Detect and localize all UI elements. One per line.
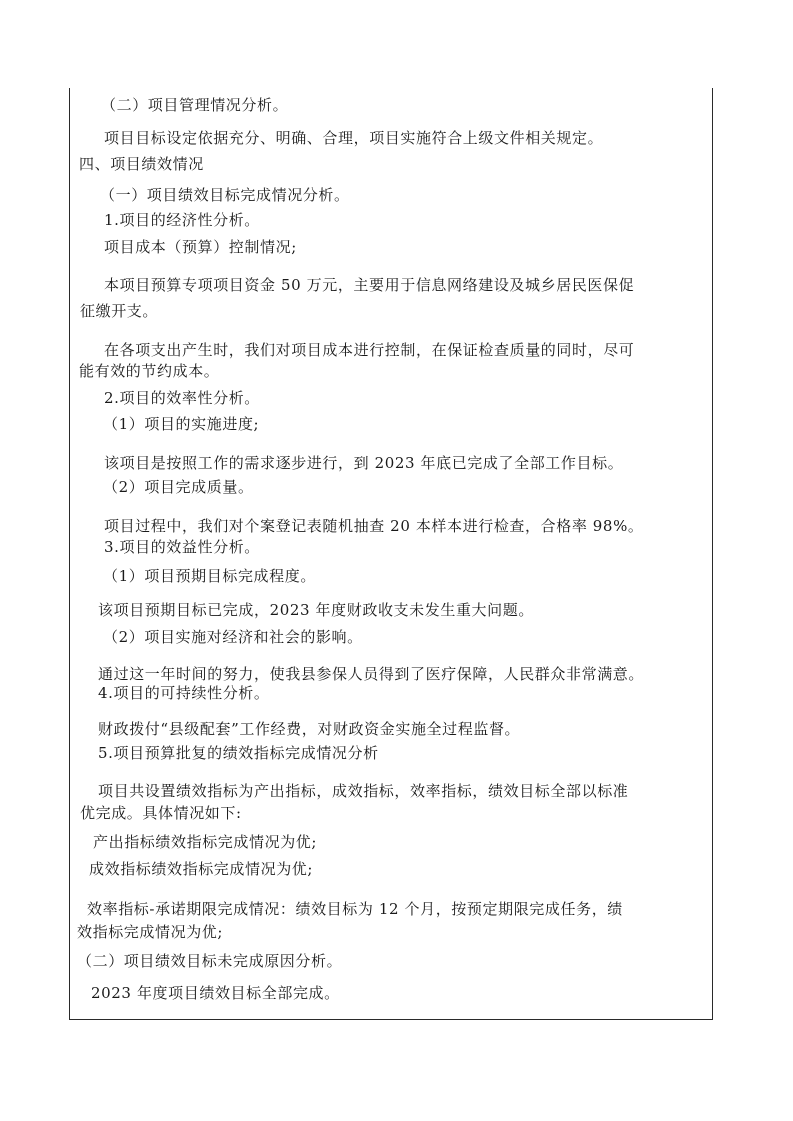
paragraph-line: 通过这一年时间的努力，使我县参保人员得到了医疗保障，人民群众非常满意。 bbox=[98, 665, 645, 683]
section-heading-performance: 四、项目绩效情况 bbox=[79, 155, 204, 173]
sub-item-heading: （2）项目完成质量。 bbox=[103, 478, 254, 496]
sub-item-heading: （1）项目的实施进度; bbox=[103, 415, 260, 433]
paragraph-line: 项目共设置绩效指标为产出指标，成效指标，效率指标，绩效目标全部以标准 bbox=[98, 782, 629, 800]
item-heading-sustainability: 4.项目的可持续性分析。 bbox=[98, 684, 270, 702]
paragraph-line: 本项目预算专项项目资金 50 万元，主要用于信息网络建设及城乡居民医保促 bbox=[104, 276, 635, 294]
item-heading-benefit: 3.项目的效益性分析。 bbox=[104, 538, 260, 556]
paragraph-line: 财政拨付“县级配套”工作经费，对财政资金实施全过程监督。 bbox=[98, 720, 521, 738]
paragraph-line: 成效指标绩效指标完成情况为优; bbox=[89, 860, 314, 878]
item-heading-efficiency: 2.项目的效率性分析。 bbox=[104, 389, 260, 407]
item-heading-economy: 1.项目的经济性分析。 bbox=[104, 211, 260, 229]
paragraph-line: 效率指标-承诺期限完成情况：绩效目标为 12 个月，按预定期限完成任务，绩 bbox=[87, 900, 623, 918]
paragraph-line: 产出指标绩效指标完成情况为优; bbox=[93, 833, 318, 851]
paragraph-line: 效指标完成情况为优; bbox=[77, 923, 224, 941]
paragraph-line: 优完成。具体情况如下: bbox=[80, 804, 242, 822]
subsection-heading: （二）项目绩效目标未完成原因分析。 bbox=[77, 952, 343, 970]
paragraph-line: 项目成本（预算）控制情况; bbox=[104, 238, 297, 256]
paragraph-line: 征缴开支。 bbox=[80, 302, 159, 320]
item-heading-indicators: 5.项目预算批复的绩效指标完成情况分析 bbox=[98, 744, 379, 762]
paragraph-line: 该项目预期目标已完成，2023 年度财政收支未发生重大问题。 bbox=[98, 601, 534, 619]
sub-item-heading: （2）项目实施对经济和社会的影响。 bbox=[103, 628, 363, 646]
paragraph-line: 该项目是按照工作的需求逐步进行，到 2023 年底已完成了全部工作目标。 bbox=[104, 454, 624, 472]
subsection-heading: （一）项目绩效目标完成情况分析。 bbox=[100, 186, 350, 204]
paragraph-line: 项目过程中，我们对个案登记表随机抽查 20 本样本进行检查，合格率 98%。 bbox=[104, 517, 644, 535]
sub-item-heading: （1）项目预期目标完成程度。 bbox=[103, 567, 316, 585]
section-heading-project-management: （二）项目管理情况分析。 bbox=[101, 96, 289, 114]
paragraph-line: 能有效的节约成本。 bbox=[79, 362, 220, 380]
paragraph-line: 项目目标设定依据充分、明确、合理，项目实施符合上级文件相关规定。 bbox=[104, 129, 604, 147]
paragraph-line: 在各项支出产生时，我们对项目成本进行控制，在保证检查质量的同时，尽可 bbox=[104, 341, 635, 359]
paragraph-line: 2023 年度项目绩效目标全部完成。 bbox=[91, 984, 340, 1002]
